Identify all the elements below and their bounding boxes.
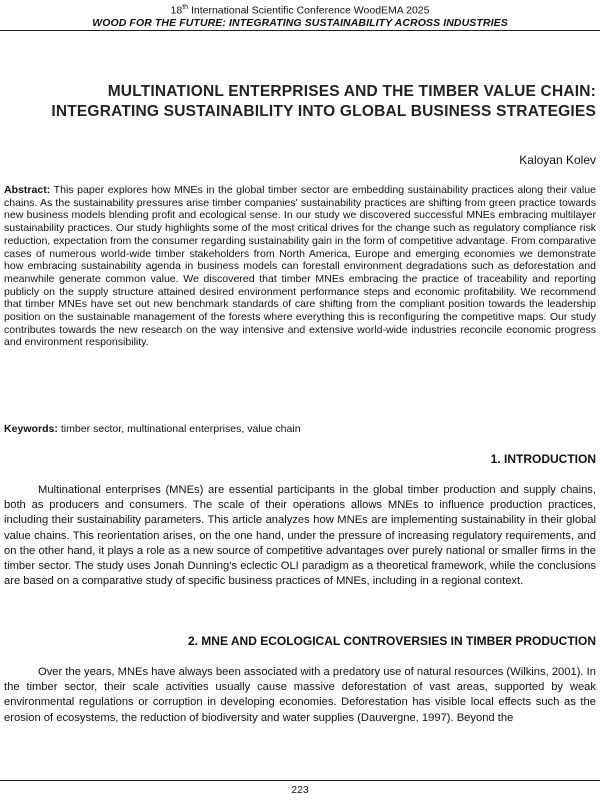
conference-ordinal-suffix: th: [182, 4, 189, 11]
abstract: [4, 184, 596, 349]
conference-name-rest: International Scientific Conference WoodEMA 2025: [188, 4, 430, 17]
footer-divider: [0, 780, 600, 781]
conference-ordinal: 18: [170, 4, 183, 17]
body-paragraph: Multinational enterprises (MNEs) are essential participants in the global timber production and supply chains, both as producers and consumers. The scale of their operations allows MNEs to influence production practices, including their sustainability parameters. This article analyzes how MNEs are implementing sustainability in their global value chains. This reorientation arises, on the one hand, under the pressure of increasing regulatory requirements, and on the other hand, it plays a role as a new source of competitive advantages over purely national or smaller firms in the timber sector. The study uses Jonah Dunning's eclectic OLI paradigm as a theoretical framework, while the conclusions are based on a comparative study of specific business practices of MNEs, including in a regional context.: [4, 484, 596, 588]
section-heading-controversies: 2. MNE AND ECOLOGICAL CONTROVERSIES IN TIMBER PRODUCTION: [187, 634, 596, 648]
section-heading-introduction: 1. INTRODUCTION: [490, 452, 596, 466]
keywords: [4, 423, 596, 436]
paper-title: MULTINATIONL ENTERPRISES AND THE TIMBER VALUE CHAIN: INTEGRATING SUSTAINABILITY INTO GLOBAL BUSINESS STRATEGIES: [51, 83, 596, 120]
abstract-text: This paper explores how MNEs in the global timber sector are embedding sustainability practices along their value chains. As the sustainability pressures arise timber companies' sustainability practices are shifting from green practice towards new business models blending profit and ecological sense. In our study we discovered successful MNEs embracing multilayer sustainability practices. Our study highlights some of the most critical drives for the change such as regulatory compliance risk reduction, expectation from the consumer regarding sustainability gain in the form of competitive advantage. From comparative cases of numerous world-wide timber stakeholders from North America, Europe and emerging economies we demonstrate how embracing sustainability agenda in business models can forestall environment degradations such as deforestation and meanwhile generate common value. We discovered that timber MNEs embracing the practice of traceability and reporting publicly on the supply structure attained desired environment performance steps and economic profitability. We recommend that timber MNEs have set out new benchmark standards of care shifting from the compliant position towards the leadership position on the sustainable management of the forests where everything this is reconfiguring the competitive maps. Our study contributes towards the new research on the way intensive and extensive world-wide industries reconcile economic progress and environment responsibility.: [4, 184, 596, 349]
conference-name: [0, 2, 600, 17]
keywords-text: timber sector, multinational enterprises, value chain: [57, 423, 301, 435]
header-divider: [0, 30, 600, 31]
keywords-label: Keywords:: [4, 423, 58, 435]
page-number: 223: [291, 784, 309, 796]
paper-author: Kaloyan Kolev: [519, 153, 596, 167]
conference-theme: WOOD FOR THE FUTURE: INTEGRATING SUSTAINABILITY ACROSS INDUSTRIES: [92, 16, 508, 29]
running-header: [0, 2, 600, 29]
body-paragraph: Over the years, MNEs have always been associated with a predatory use of natural resources (Wilkins, 2001). In the timber sector, their scale activities usually cause massive deforestation of vast areas, supported by weak environmental regulations or corruption in developing economies. Deforestation has visible local effects such as the erosion of ecosystems, the reduction of biodiversity and water supplies (Dauvergne, 1997). Beyond the: [4, 666, 596, 724]
abstract-label: Abstract:: [4, 184, 51, 196]
